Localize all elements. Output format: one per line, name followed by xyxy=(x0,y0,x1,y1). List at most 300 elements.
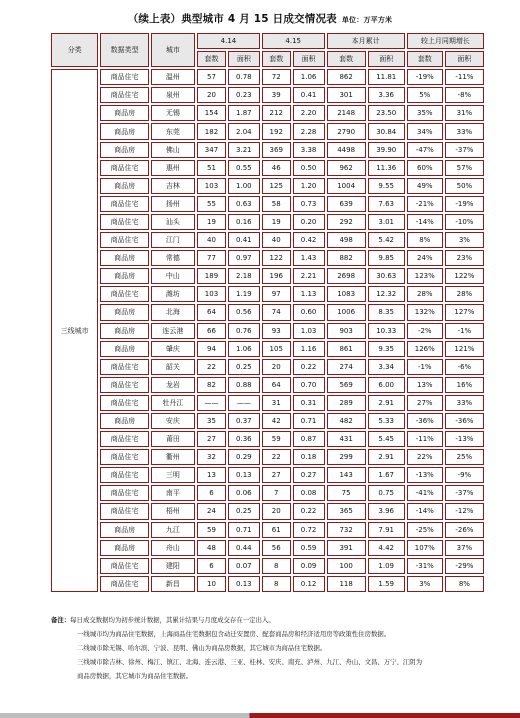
table-row xyxy=(51,323,484,339)
growth-count-cell: 49% xyxy=(407,178,443,194)
count-415-cell: 27 xyxy=(262,467,291,483)
month-count-cell: 903 xyxy=(327,323,366,339)
table-row xyxy=(51,123,484,139)
count-415-cell: 8 xyxy=(262,558,291,574)
growth-count-cell: -21% xyxy=(407,196,443,212)
transaction-table xyxy=(49,31,486,594)
area-415-cell: 0.59 xyxy=(293,540,325,556)
header-count: 套数 xyxy=(262,51,291,67)
growth-area-cell: -13% xyxy=(445,431,484,447)
growth-area-cell: 50% xyxy=(445,178,484,194)
area-415-cell: 1.43 xyxy=(293,250,325,266)
data-type-cell: 商品房 xyxy=(100,413,148,429)
month-area-cell: 7.63 xyxy=(368,196,405,212)
table-row xyxy=(51,395,484,411)
growth-count-cell: -41% xyxy=(407,485,443,501)
month-area-cell: 3.01 xyxy=(368,214,405,230)
area-415-cell: 0.20 xyxy=(293,214,325,230)
area-414-cell: 1.19 xyxy=(228,286,260,302)
data-type-cell: 商品住宅 xyxy=(100,377,148,393)
area-414-cell: 0.63 xyxy=(228,196,260,212)
city-cell: 安庆 xyxy=(151,413,195,429)
data-type-cell: 商品住宅 xyxy=(100,431,148,447)
growth-count-cell: -14% xyxy=(407,214,443,230)
month-count-cell: 75 xyxy=(327,485,366,501)
header-city: 城市 xyxy=(151,33,195,67)
area-414-cell: 0.25 xyxy=(228,503,260,519)
area-414-cell: 0.55 xyxy=(228,160,260,176)
growth-count-cell: -25% xyxy=(407,522,443,538)
note-line-4: 三线城市除吉林、徐州、梅江、镇江、北海、连云港、三亚、桂林、安庆、南充、泸州、九江、舟山、文昌、万宁、江阴为 xyxy=(77,658,423,666)
growth-area-cell: 28% xyxy=(445,286,484,302)
table-row xyxy=(51,449,484,465)
header-area: 面积 xyxy=(445,51,484,67)
count-414-cell: 40 xyxy=(197,232,226,248)
header-area: 面积 xyxy=(293,51,325,67)
growth-area-cell: 37% xyxy=(445,540,484,556)
count-414-cell: 55 xyxy=(197,196,226,212)
count-415-cell: 196 xyxy=(262,268,291,284)
growth-area-cell: -10% xyxy=(445,214,484,230)
month-count-cell: 365 xyxy=(327,503,366,519)
city-cell: 连云港 xyxy=(151,323,195,339)
area-415-cell: 0.71 xyxy=(293,413,325,429)
area-414-cell: 0.16 xyxy=(228,214,260,230)
area-414-cell: 0.25 xyxy=(228,359,260,375)
city-cell: 常德 xyxy=(151,250,195,266)
month-count-cell: 2148 xyxy=(327,105,366,121)
area-415-cell: 0.18 xyxy=(293,449,325,465)
growth-area-cell: -9% xyxy=(445,467,484,483)
table-row xyxy=(51,540,484,556)
area-414-cell: 0.07 xyxy=(228,558,260,574)
count-415-cell: 39 xyxy=(262,87,291,103)
city-cell: 肇庆 xyxy=(151,341,195,357)
city-cell: 梧州 xyxy=(151,503,195,519)
table-row xyxy=(51,485,484,501)
table-row xyxy=(51,178,484,194)
growth-area-cell: -6% xyxy=(445,359,484,375)
growth-area-cell: 3% xyxy=(445,232,484,248)
growth-area-cell: -26% xyxy=(445,522,484,538)
month-area-cell: 6.00 xyxy=(368,377,405,393)
count-414-cell: 82 xyxy=(197,377,226,393)
month-area-cell: 8.35 xyxy=(368,304,405,320)
city-cell: 衢州 xyxy=(151,449,195,465)
area-414-cell: 0.88 xyxy=(228,377,260,393)
growth-count-cell: 22% xyxy=(407,449,443,465)
data-type-cell: 商品房 xyxy=(100,341,148,357)
city-cell: 舟山 xyxy=(151,540,195,556)
table-row xyxy=(51,503,484,519)
count-414-cell: 94 xyxy=(197,341,226,357)
area-414-cell: 2.04 xyxy=(228,123,260,139)
area-414-cell: 0.37 xyxy=(228,413,260,429)
data-type-cell: 商品房 xyxy=(100,123,148,139)
data-type-cell: 商品房 xyxy=(100,540,148,556)
growth-count-cell: 34% xyxy=(407,123,443,139)
count-414-cell: 19 xyxy=(197,214,226,230)
city-cell: 中山 xyxy=(151,268,195,284)
area-415-cell: 0.22 xyxy=(293,503,325,519)
table-row xyxy=(51,142,484,158)
growth-area-cell: 127% xyxy=(445,304,484,320)
month-count-cell: 2698 xyxy=(327,268,366,284)
data-type-cell: 商品住宅 xyxy=(100,503,148,519)
data-type-cell: 商品房 xyxy=(100,250,148,266)
growth-area-cell: 33% xyxy=(445,123,484,139)
growth-area-cell: 8% xyxy=(445,576,484,592)
area-415-cell: 0.50 xyxy=(293,160,325,176)
month-count-cell: 299 xyxy=(327,449,366,465)
area-415-cell: 0.31 xyxy=(293,395,325,411)
count-415-cell: 122 xyxy=(262,250,291,266)
header-month-total: 本月累计 xyxy=(327,33,405,49)
growth-count-cell: -14% xyxy=(407,503,443,519)
city-cell: 新昌 xyxy=(151,576,195,592)
data-type-cell: 商品住宅 xyxy=(100,196,148,212)
growth-area-cell: 121% xyxy=(445,341,484,357)
growth-area-cell: -8% xyxy=(445,87,484,103)
city-cell: 吉林 xyxy=(151,178,195,194)
count-415-cell: 20 xyxy=(262,359,291,375)
data-type-cell: 商品住宅 xyxy=(100,576,148,592)
area-414-cell: 0.44 xyxy=(228,540,260,556)
data-type-cell: 商品住宅 xyxy=(100,558,148,574)
count-415-cell: 20 xyxy=(262,503,291,519)
notes xyxy=(51,613,481,683)
header-count: 套数 xyxy=(407,51,443,67)
count-414-cell: 35 xyxy=(197,413,226,429)
growth-area-cell: 25% xyxy=(445,449,484,465)
month-area-cell: 2.91 xyxy=(368,395,405,411)
growth-count-cell: -31% xyxy=(407,558,443,574)
month-count-cell: 391 xyxy=(327,540,366,556)
month-area-cell: 9.55 xyxy=(368,178,405,194)
month-area-cell: 39.90 xyxy=(368,142,405,158)
month-area-cell: 1.59 xyxy=(368,576,405,592)
month-count-cell: 431 xyxy=(327,431,366,447)
growth-count-cell: 27% xyxy=(407,395,443,411)
growth-area-cell: -29% xyxy=(445,558,484,574)
month-area-cell: 5.45 xyxy=(368,431,405,447)
data-type-cell: 商品房 xyxy=(100,304,148,320)
growth-area-cell: 23% xyxy=(445,250,484,266)
month-count-cell: 732 xyxy=(327,522,366,538)
count-414-cell: 24 xyxy=(197,503,226,519)
area-414-cell: 0.06 xyxy=(228,485,260,501)
area-415-cell: 0.42 xyxy=(293,232,325,248)
growth-count-cell: 123% xyxy=(407,268,443,284)
city-cell: 北海 xyxy=(151,304,195,320)
count-414-cell: 103 xyxy=(197,178,226,194)
footer-bar xyxy=(0,713,520,718)
table-row xyxy=(51,304,484,320)
area-414-cell: 0.13 xyxy=(228,467,260,483)
count-415-cell: 97 xyxy=(262,286,291,302)
count-415-cell: 31 xyxy=(262,395,291,411)
area-415-cell: 2.28 xyxy=(293,123,325,139)
table-row xyxy=(51,359,484,375)
count-415-cell: 22 xyxy=(262,449,291,465)
growth-count-cell: -2% xyxy=(407,323,443,339)
count-415-cell: 125 xyxy=(262,178,291,194)
count-415-cell: 72 xyxy=(262,69,291,85)
area-415-cell: 0.12 xyxy=(293,576,325,592)
area-414-cell: 0.41 xyxy=(228,232,260,248)
table-row xyxy=(51,105,484,121)
growth-count-cell: 8% xyxy=(407,232,443,248)
data-type-cell: 商品住宅 xyxy=(100,395,148,411)
growth-area-cell: -11% xyxy=(445,69,484,85)
area-414-cell: 1.00 xyxy=(228,178,260,194)
growth-area-cell: -1% xyxy=(445,323,484,339)
city-cell: 佛山 xyxy=(151,142,195,158)
count-414-cell: 51 xyxy=(197,160,226,176)
city-cell: 温州 xyxy=(151,69,195,85)
table-header xyxy=(51,33,484,67)
month-count-cell: 301 xyxy=(327,87,366,103)
count-415-cell: 58 xyxy=(262,196,291,212)
growth-area-cell: 122% xyxy=(445,268,484,284)
area-415-cell: 1.06 xyxy=(293,69,325,85)
area-415-cell: 3.38 xyxy=(293,142,325,158)
table-row xyxy=(51,69,484,85)
data-type-cell: 商品住宅 xyxy=(100,160,148,176)
area-415-cell: 1.16 xyxy=(293,341,325,357)
count-414-cell: 22 xyxy=(197,359,226,375)
data-type-cell: 商品住宅 xyxy=(100,232,148,248)
city-cell: 惠州 xyxy=(151,160,195,176)
count-415-cell: 42 xyxy=(262,413,291,429)
month-count-cell: 861 xyxy=(327,341,366,357)
growth-area-cell: 16% xyxy=(445,377,484,393)
count-415-cell: 56 xyxy=(262,540,291,556)
month-area-cell: 7.91 xyxy=(368,522,405,538)
count-415-cell: 46 xyxy=(262,160,291,176)
data-type-cell: 商品房 xyxy=(100,522,148,538)
month-area-cell: 10.33 xyxy=(368,323,405,339)
growth-count-cell: 132% xyxy=(407,304,443,320)
month-count-cell: 1006 xyxy=(327,304,366,320)
area-415-cell: 1.13 xyxy=(293,286,325,302)
data-type-cell: 商品住宅 xyxy=(100,286,148,302)
month-count-cell: 274 xyxy=(327,359,366,375)
month-area-cell: 30.84 xyxy=(368,123,405,139)
header-data-type: 数据类型 xyxy=(100,33,148,67)
table-row xyxy=(51,160,484,176)
data-type-cell: 商品住宅 xyxy=(100,87,148,103)
data-type-cell: 商品房 xyxy=(100,105,148,121)
area-414-cell: 0.23 xyxy=(228,87,260,103)
month-area-cell: 2.91 xyxy=(368,449,405,465)
count-415-cell: 7 xyxy=(262,485,291,501)
month-count-cell: 4498 xyxy=(327,142,366,158)
area-415-cell: 0.09 xyxy=(293,558,325,574)
count-415-cell: 369 xyxy=(262,142,291,158)
table-row xyxy=(51,196,484,212)
month-area-cell: 0.75 xyxy=(368,485,405,501)
city-cell: 汕头 xyxy=(151,214,195,230)
month-count-cell: 862 xyxy=(327,69,366,85)
area-415-cell: 2.21 xyxy=(293,268,325,284)
growth-count-cell: -36% xyxy=(407,413,443,429)
count-414-cell: 57 xyxy=(197,69,226,85)
data-type-cell: 商品房 xyxy=(100,178,148,194)
area-415-cell: 0.87 xyxy=(293,431,325,447)
city-cell: 龙岩 xyxy=(151,377,195,393)
growth-area-cell: -36% xyxy=(445,413,484,429)
header-area: 面积 xyxy=(368,51,405,67)
table-row xyxy=(51,341,484,357)
city-cell: 三明 xyxy=(151,467,195,483)
growth-area-cell: -37% xyxy=(445,485,484,501)
area-414-cell: 0.71 xyxy=(228,522,260,538)
count-414-cell: 6 xyxy=(197,558,226,574)
city-cell: 建阳 xyxy=(151,558,195,574)
area-415-cell: 0.70 xyxy=(293,377,325,393)
month-area-cell: 11.36 xyxy=(368,160,405,176)
growth-area-cell: -37% xyxy=(445,142,484,158)
growth-area-cell: -19% xyxy=(445,196,484,212)
month-area-cell: 9.35 xyxy=(368,341,405,357)
month-area-cell: 9.85 xyxy=(368,250,405,266)
unit-label: 单位：万平方米 xyxy=(341,16,393,24)
growth-count-cell: 28% xyxy=(407,286,443,302)
data-type-cell: 商品住宅 xyxy=(100,485,148,501)
month-area-cell: 5.33 xyxy=(368,413,405,429)
area-414-cell: 0.97 xyxy=(228,250,260,266)
area-414-cell: 0.56 xyxy=(228,304,260,320)
count-415-cell: 8 xyxy=(262,576,291,592)
data-type-cell: 商品住宅 xyxy=(100,449,148,465)
growth-count-cell: -47% xyxy=(407,142,443,158)
month-count-cell: 1004 xyxy=(327,178,366,194)
count-414-cell: 182 xyxy=(197,123,226,139)
count-414-cell: 77 xyxy=(197,250,226,266)
count-415-cell: 61 xyxy=(262,522,291,538)
count-414-cell: 48 xyxy=(197,540,226,556)
area-414-cell: 0.13 xyxy=(228,576,260,592)
count-415-cell: 59 xyxy=(262,431,291,447)
month-area-cell: 1.67 xyxy=(368,467,405,483)
month-area-cell: 30.63 xyxy=(368,268,405,284)
area-414-cell: 3.21 xyxy=(228,142,260,158)
count-414-cell: 6 xyxy=(197,485,226,501)
month-area-cell: 23.50 xyxy=(368,105,405,121)
growth-area-cell: 31% xyxy=(445,105,484,121)
count-414-cell: 32 xyxy=(197,449,226,465)
city-cell: 潍坊 xyxy=(151,286,195,302)
count-414-cell: 64 xyxy=(197,304,226,320)
growth-count-cell: 60% xyxy=(407,160,443,176)
area-414-cell: 0.29 xyxy=(228,449,260,465)
area-415-cell: 1.03 xyxy=(293,323,325,339)
data-type-cell: 商品住宅 xyxy=(100,359,148,375)
month-count-cell: 569 xyxy=(327,377,366,393)
header-area: 面积 xyxy=(228,51,260,67)
count-414-cell: 347 xyxy=(197,142,226,158)
table-row xyxy=(51,576,484,592)
city-cell: 江门 xyxy=(151,232,195,248)
note-line-2: 一线城市均为商品住宅数据，上海商品住宅数据包含动迁安置房、配套商品房和经济适用房等政策性住房数据。 xyxy=(77,630,391,638)
header-category: 分类 xyxy=(51,33,98,67)
area-414-cell: 1.87 xyxy=(228,105,260,121)
growth-count-cell: 24% xyxy=(407,250,443,266)
table-row xyxy=(51,413,484,429)
city-cell: 韶关 xyxy=(151,359,195,375)
page-title xyxy=(0,11,520,26)
month-area-cell: 3.36 xyxy=(368,87,405,103)
header-count: 套数 xyxy=(197,51,226,67)
area-414-cell: 0.36 xyxy=(228,431,260,447)
area-415-cell: 1.20 xyxy=(293,178,325,194)
data-type-cell: 商品住宅 xyxy=(100,467,148,483)
growth-count-cell: 107% xyxy=(407,540,443,556)
table-row xyxy=(51,377,484,393)
data-type-cell: 商品房 xyxy=(100,323,148,339)
count-414-cell: 154 xyxy=(197,105,226,121)
note-line-3: 二线城市除无锡、哈尔滨、宁波、昆明、佛山为商品房数据，其它城市为商品住宅数据。 xyxy=(77,644,327,652)
month-area-cell: 3.34 xyxy=(368,359,405,375)
area-415-cell: 0.08 xyxy=(293,485,325,501)
count-414-cell: 20 xyxy=(197,87,226,103)
table-row xyxy=(51,214,484,230)
table-row xyxy=(51,286,484,302)
city-cell: 南平 xyxy=(151,485,195,501)
month-count-cell: 2790 xyxy=(327,123,366,139)
table-row xyxy=(51,558,484,574)
count-414-cell: 13 xyxy=(197,467,226,483)
area-414-cell: 2.18 xyxy=(228,268,260,284)
area-415-cell: 0.60 xyxy=(293,304,325,320)
city-cell: 扬州 xyxy=(151,196,195,212)
city-cell: 牡丹江 xyxy=(151,395,195,411)
month-count-cell: 289 xyxy=(327,395,366,411)
count-414-cell: —— xyxy=(197,395,226,411)
count-415-cell: 19 xyxy=(262,214,291,230)
growth-count-cell: 5% xyxy=(407,87,443,103)
count-415-cell: 93 xyxy=(262,323,291,339)
data-type-cell: 商品房 xyxy=(100,268,148,284)
growth-count-cell: 126% xyxy=(407,341,443,357)
month-area-cell: 11.81 xyxy=(368,69,405,85)
table-row xyxy=(51,431,484,447)
count-414-cell: 189 xyxy=(197,268,226,284)
table-row xyxy=(51,87,484,103)
month-count-cell: 639 xyxy=(327,196,366,212)
area-414-cell: 1.06 xyxy=(228,341,260,357)
month-count-cell: 498 xyxy=(327,232,366,248)
table-row xyxy=(51,467,484,483)
area-414-cell: —— xyxy=(228,395,260,411)
count-414-cell: 103 xyxy=(197,286,226,302)
table-row xyxy=(51,522,484,538)
count-415-cell: 192 xyxy=(262,123,291,139)
month-count-cell: 143 xyxy=(327,467,366,483)
growth-area-cell: 57% xyxy=(445,160,484,176)
data-type-cell: 商品住宅 xyxy=(100,69,148,85)
growth-count-cell: -19% xyxy=(407,69,443,85)
title-text: （续上表）典型城市 4 月 15 日成交情况表 xyxy=(127,13,337,25)
data-type-cell: 商品住宅 xyxy=(100,214,148,230)
notes-label: 备注： xyxy=(51,616,71,624)
month-count-cell: 100 xyxy=(327,558,366,574)
area-415-cell: 2.20 xyxy=(293,105,325,121)
count-414-cell: 66 xyxy=(197,323,226,339)
month-area-cell: 12.32 xyxy=(368,286,405,302)
growth-count-cell: -13% xyxy=(407,467,443,483)
